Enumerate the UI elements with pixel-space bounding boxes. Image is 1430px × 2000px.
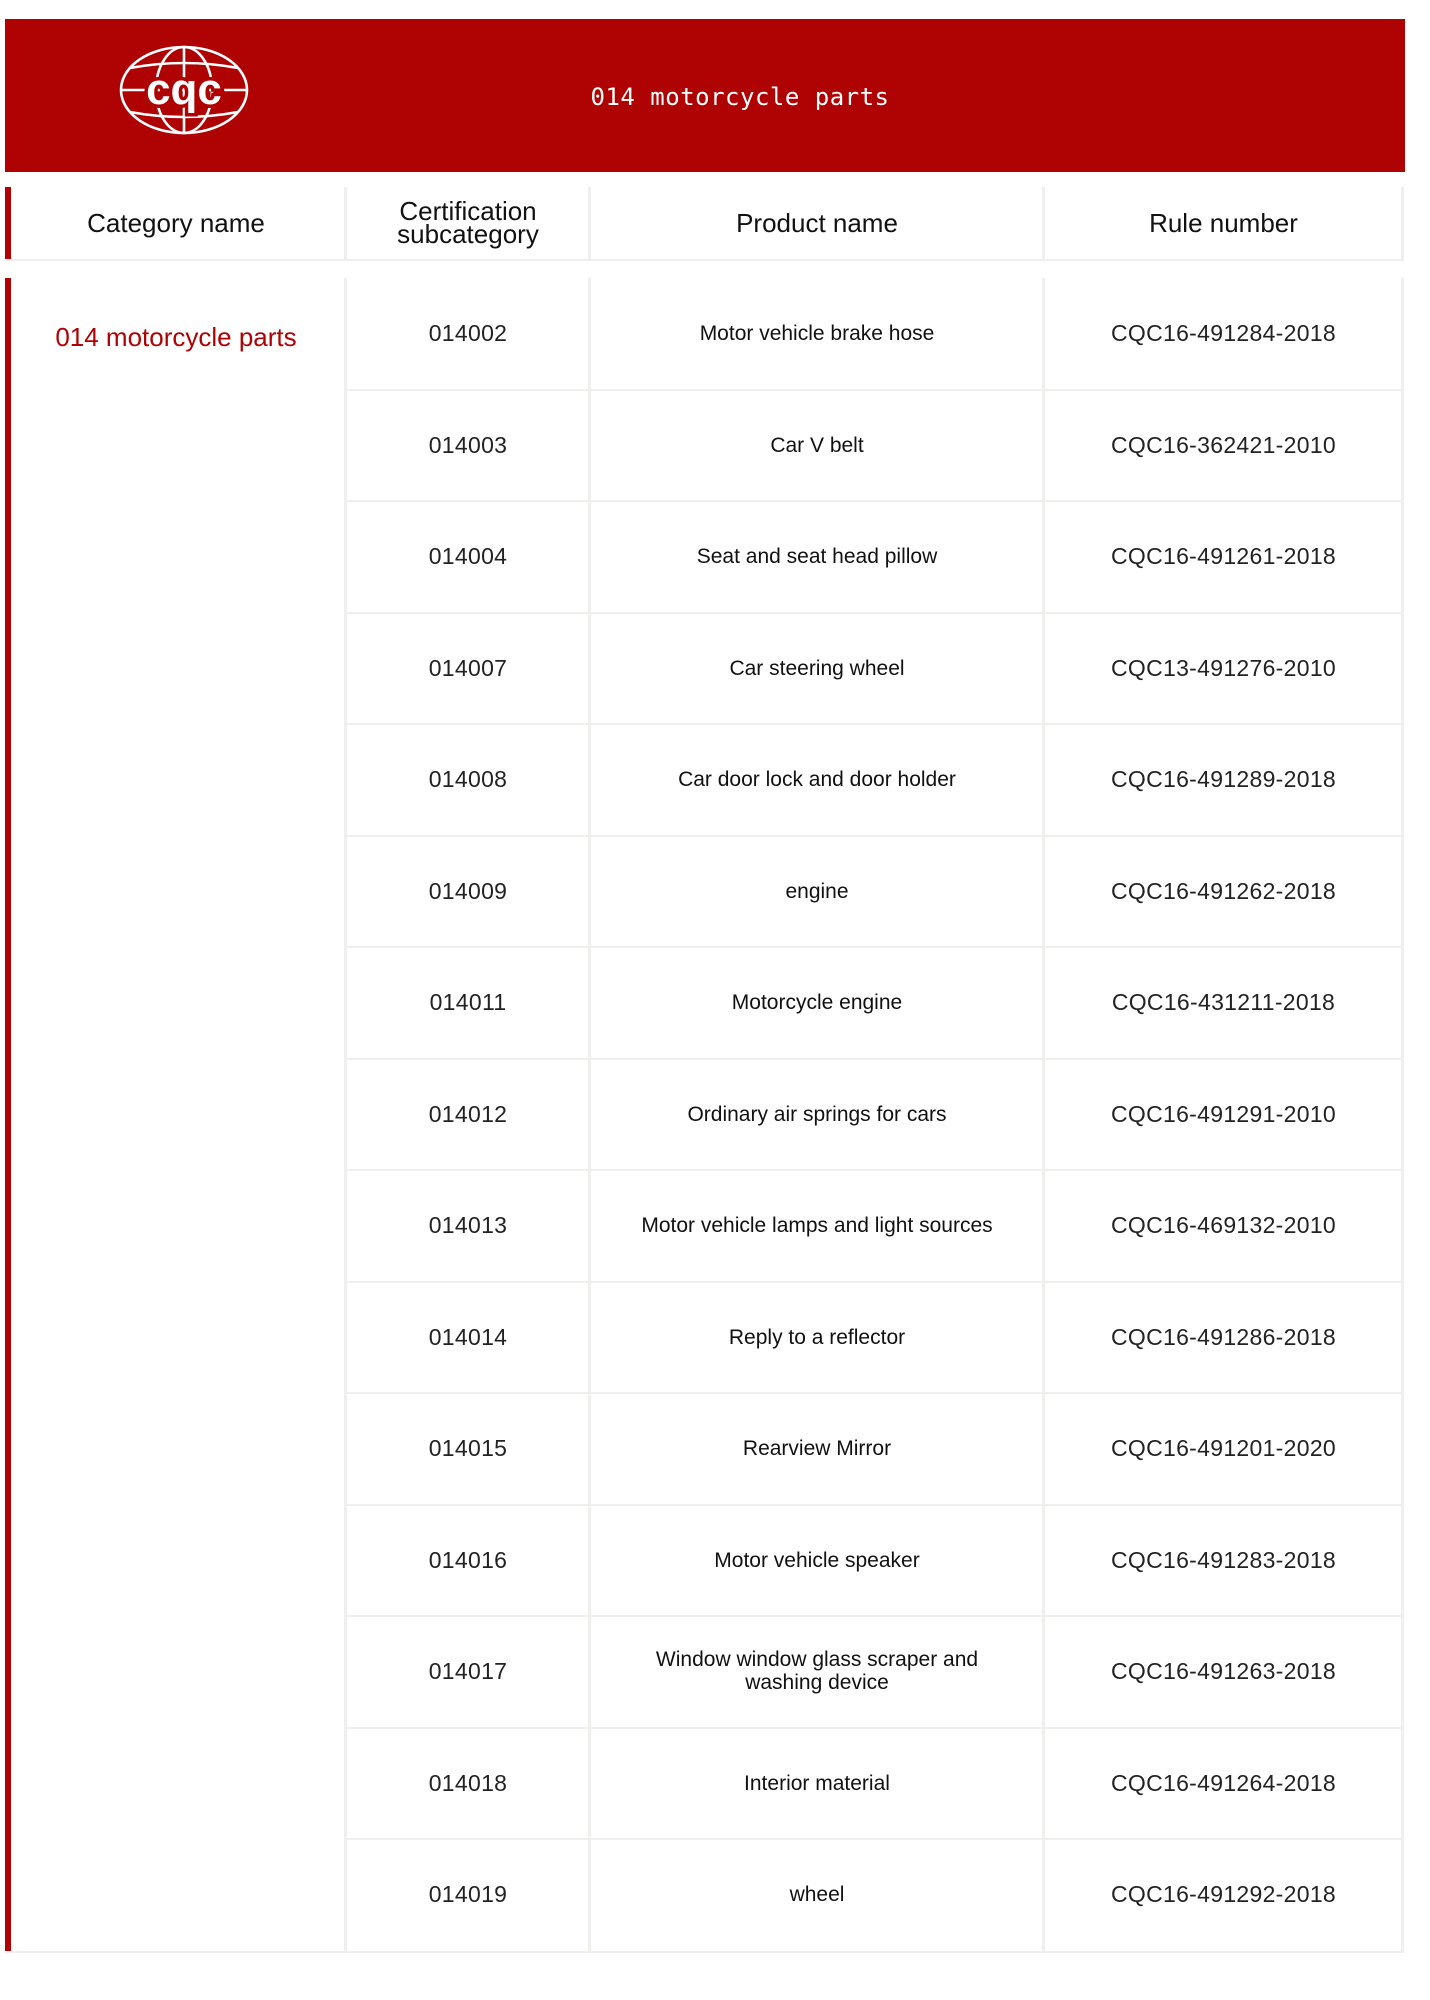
rule-number: CQC16-491261-2018 — [1110, 542, 1337, 569]
subcategory-code: 014009 — [428, 877, 508, 904]
subcategory-code: 014002 — [428, 319, 508, 346]
row-divider — [346, 1281, 1403, 1283]
product-name: Ordinary air springs for cars — [687, 1102, 947, 1126]
row-divider — [346, 1504, 1403, 1506]
row-divider — [346, 612, 1403, 614]
subcategory-code: 014019 — [428, 1880, 508, 1907]
rule-number: CQC16-469132-2010 — [1110, 1211, 1337, 1238]
page-title: 014 motorcycle parts — [590, 83, 890, 111]
product-name: Seat and seat head pillow — [696, 544, 938, 568]
grid-line — [1042, 187, 1045, 259]
product-name: Motor vehicle speaker — [714, 1548, 920, 1572]
subcategory-code: 014003 — [428, 431, 508, 458]
row-divider — [346, 1615, 1403, 1617]
grid-line — [1042, 278, 1045, 1952]
row-divider — [346, 1838, 1403, 1840]
grid-line — [1401, 187, 1404, 259]
rule-number: CQC16-491291-2010 — [1110, 1100, 1337, 1127]
subcategory-code: 014015 — [428, 1434, 508, 1461]
grid-line — [588, 278, 591, 1952]
column-header-category: Category name — [87, 207, 265, 238]
product-name: Motor vehicle lamps and light sources — [641, 1213, 993, 1237]
subcategory-code: 014004 — [428, 542, 508, 569]
product-name: wheel — [789, 1882, 845, 1906]
body-accent-bar — [5, 278, 11, 1952]
row-divider — [346, 389, 1403, 391]
subcategory-code: 014018 — [428, 1769, 508, 1796]
product-name: Motor vehicle brake hose — [699, 321, 935, 345]
row-divider — [346, 1169, 1403, 1171]
row-divider — [346, 723, 1403, 725]
rule-number: CQC16-491284-2018 — [1110, 319, 1337, 346]
rule-number: CQC16-362421-2010 — [1110, 431, 1337, 458]
product-name: Reply to a reflector — [728, 1325, 906, 1349]
rule-number: CQC16-491262-2018 — [1110, 877, 1337, 904]
subcategory-code: 014013 — [428, 1211, 508, 1238]
row-divider — [346, 1058, 1403, 1060]
rule-number: CQC16-491263-2018 — [1110, 1657, 1337, 1684]
subcategory-code: 014008 — [428, 765, 508, 792]
header-accent-bar — [5, 187, 11, 259]
rule-number: CQC16-491286-2018 — [1110, 1323, 1337, 1350]
svg-text:cqc: cqc — [146, 65, 222, 114]
subcategory-code: 014012 — [428, 1100, 508, 1127]
row-divider — [346, 1392, 1403, 1394]
row-divider — [346, 835, 1403, 837]
header-divider — [5, 259, 1404, 261]
product-name: Car V belt — [770, 433, 864, 457]
rule-number: CQC16-491292-2018 — [1110, 1880, 1337, 1907]
column-header-subcategory: Certification subcategory — [397, 196, 539, 249]
rule-number: CQC16-491264-2018 — [1110, 1769, 1337, 1796]
row-divider — [346, 946, 1403, 948]
rule-number: CQC13-491276-2010 — [1110, 654, 1337, 681]
grid-line — [1401, 278, 1404, 1952]
subcategory-code: 014007 — [428, 654, 508, 681]
cqc-logo — [118, 44, 250, 136]
row-divider — [346, 1727, 1403, 1729]
product-name: Car door lock and door holder — [678, 767, 956, 791]
subcategory-code: 014016 — [428, 1546, 508, 1573]
subcategory-code: 014017 — [428, 1657, 508, 1684]
column-header-rule: Rule number — [1149, 207, 1298, 238]
rule-number: CQC16-431211-2018 — [1111, 988, 1336, 1015]
grid-line — [344, 187, 347, 259]
rule-number: CQC16-491201-2020 — [1110, 1434, 1337, 1461]
grid-line — [344, 278, 347, 1952]
subcategory-code: 014011 — [429, 988, 507, 1015]
rule-number: CQC16-491283-2018 — [1110, 1546, 1337, 1573]
subcategory-code: 014014 — [428, 1323, 508, 1350]
category-name: 014 motorcycle parts — [55, 322, 297, 352]
product-name: Window window glass scraper and washing device — [655, 1648, 979, 1694]
product-name: Car steering wheel — [729, 656, 905, 680]
product-name: Rearview Mirror — [742, 1436, 892, 1460]
grid-line — [588, 187, 591, 259]
product-name: Motorcycle engine — [731, 990, 903, 1014]
row-divider — [346, 500, 1403, 502]
column-header-product: Product name — [736, 207, 898, 238]
table-bottom-border — [5, 1951, 1404, 1953]
product-name: engine — [785, 879, 849, 903]
product-name: Interior material — [744, 1771, 890, 1795]
rule-number: CQC16-491289-2018 — [1110, 765, 1337, 792]
